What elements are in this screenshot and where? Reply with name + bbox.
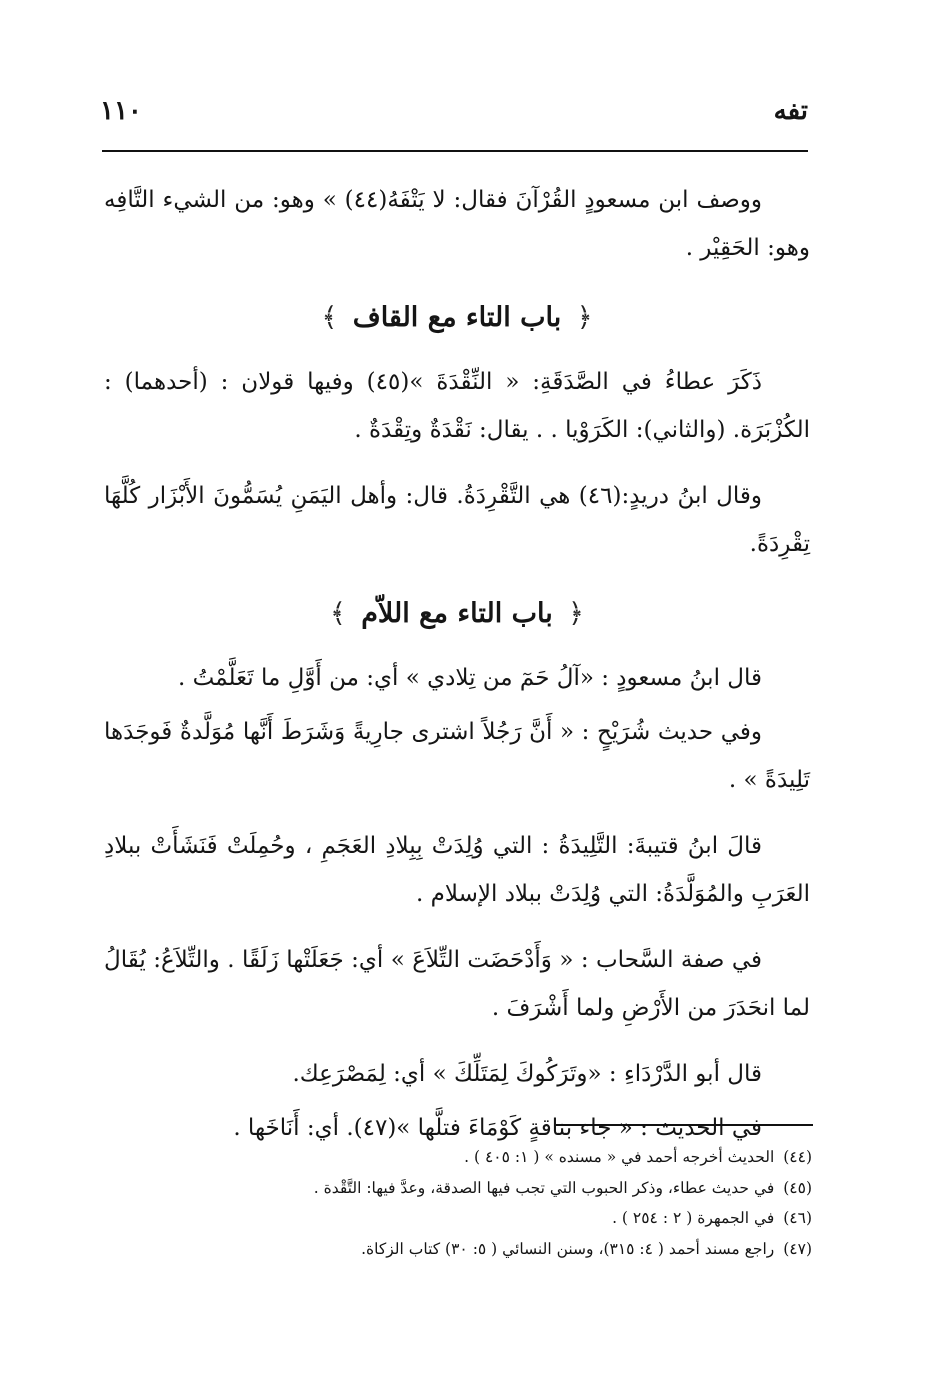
footnote-item (120, 1173, 812, 1204)
paragraph-taffah: ووصف ابن مسعودٍ القُرْآنَ فقال: لا يَتْفَهُ(٤٤) » وهو: من الشيء التَّافِه وهو: الحَقِيْر . (104, 187, 810, 261)
chapter-heading-ta-lam (104, 590, 810, 638)
ornament-bracket-left: ﴾ (321, 302, 338, 333)
ornament-bracket-right: ﴿ (576, 302, 593, 333)
paragraph-shurayh: وفي حديث شُرَيْحٍ : « أَنَّ رَجُلاً اشترى جارِيةً وَشَرَطَ أَنَّها مُوَلَّدةٌ فَوجَدَها تَلِيدَةً » . (104, 719, 810, 793)
chapter-title: باب التاء مع اللاّم (361, 598, 553, 629)
footnote-number: (٤٦) (783, 1209, 812, 1227)
footnote-number: (٤٧) (783, 1239, 812, 1258)
page-number: ١١٠ (100, 96, 142, 126)
ornament-bracket-right: ﴿ (568, 598, 584, 629)
paragraph-tallaha: في الحديث : « جاء بناقةٍ كَوْمَاءَ فتلَّها »(٤٧). أي: أَنَاخَها . (233, 1115, 762, 1141)
paragraph-tila: في صفة السَّحاب : « وَأَدْحَضَت التِّلاَعَ » أي: جَعَلَتْها زَلَقًا . والتِّلاَعُ: يُقَالُ لما انحَدَرَ من الأَرْضِ ولما أَشْرَفَ . (104, 947, 810, 1021)
main-text (104, 176, 810, 1170)
footnote-item (120, 1234, 812, 1265)
paragraph-tilad: قال ابنُ مسعودٍ : «آلُ حَمٓ من تِلادي » أي: من أَوَّلِ ما تَعَلَّمْتُ . (178, 665, 762, 691)
paragraph-taqridah: وقال ابنُ دريدٍ:(٤٦) هي التَّقْرِدَةُ. قال: وأهل اليَمَنِ يُسَمُّونَ الأَبْزَار كُلَّهَا تِقْرِدَةً. (104, 483, 810, 557)
ornament-bracket-left: ﴾ (329, 598, 346, 629)
footnote-number: (٤٥) (783, 1178, 812, 1197)
running-header (100, 96, 808, 136)
paragraph-ibn-qutaybah: قالَ ابنُ قتيبةَ: التَّلِيدَةُ : التي وُلِدَتْ بِبِلادِ العَجَمِ ، وحُمِلَتْ فَنَشَأَتْ ببلادِ العَرَبِ والمُوَلَّدَةُ: التي وُلِدَتْ ببلاد الإسلام . (104, 833, 810, 907)
footnote-number: (٤٤) (783, 1148, 812, 1166)
footnote-item (120, 1142, 812, 1173)
footnote-rule (556, 1124, 813, 1126)
chapter-heading-ta-qaf (104, 294, 810, 342)
footnote-text: الحديث أخرجه أحمد في « مسنده » ( ١: ٤٠٥ ) . (464, 1148, 775, 1166)
paragraph-abu-darda: قال أبو الدَّرْدَاءِ : «وتَرَكُوكَ لِمَتَلِّكَ » أي: لِمَصْرَعِك. (292, 1061, 762, 1087)
footnote-text: في الجمهرة ( ٢ : ٢٥٤ ) . (612, 1209, 775, 1227)
footnotes (120, 1142, 812, 1264)
header-rule (102, 150, 808, 152)
footnote-text: في حديث عطاء، وذكر الحبوب التي تجب فيها الصدقة، وعدَّ فيها: التَّقْدة . (313, 1178, 775, 1197)
footnote-text: راجع مسند أحمد ( ٤: ٣١٥)، وسنن النسائي ( ٥: ٣٠) كتاب الزكاة. (361, 1239, 775, 1258)
paragraph-naqdah: ذَكَرَ عطاءُ في الصَّدَقَةِ: « النِّقْدَةَ »(٤٥) وفيها قولان : (أحدهما) : الكُزْبَرَة. (والثاني): الكَرَوْيا . . يقال: نَقْدَةٌ وتِقْدَةٌ . (104, 369, 810, 443)
chapter-title: باب التاء مع القاف (352, 302, 562, 333)
footnote-item (120, 1203, 812, 1234)
header-title: تفه (773, 96, 808, 126)
